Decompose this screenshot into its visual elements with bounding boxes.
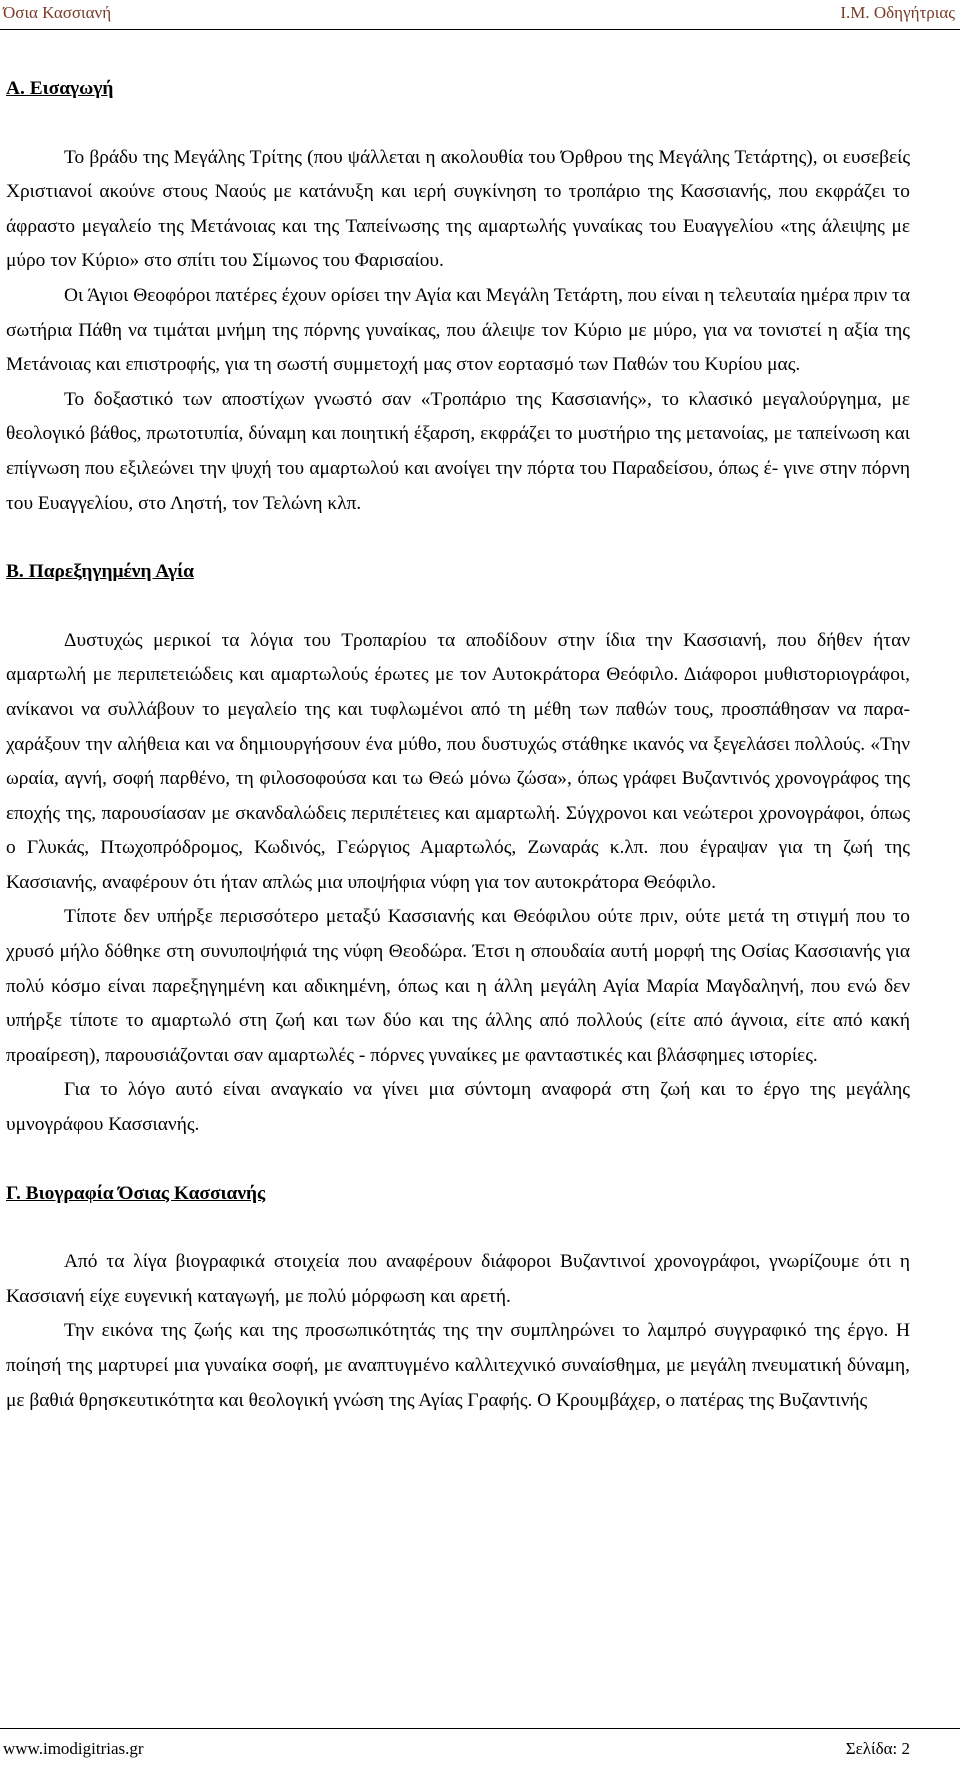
section-heading-b: Β. Παρεξηγημένη Αγία bbox=[6, 561, 194, 583]
footer-website: www.imodigitrias.gr bbox=[3, 1739, 144, 1758]
section-heading-a: Α. Εισαγωγή bbox=[6, 78, 114, 99]
paragraph-c-2: Την εικόνα της ζωής και της προσωπικότητάς της την συμπληρώνει το λαμπρό συγγραφικό της έργο. Η ποίησή της μαρτυρεί μια γυναίκα σοφή, με αναπτυγμένο καλλιτεχνικό συναίσθημα, με μεγάλη πνευματική δύναμη, με βαθιά θρησκευτικότητα και θεολογική γνώση της Αγίας Γραφής. Ο Κρουμβάχερ, ο πατέρας της Βυζαντινής bbox=[6, 1320, 910, 1411]
paragraph-a-2: Οι Άγιοι Θεοφόροι πατέρες έχουν ορίσει την Αγία και Μεγάλη Τετάρτη, που είναι η τελευταία ημέρα πριν τα σωτήρια Πάθη να τιμάται μνήμη της πόρνης γυναίκας, που άλειψε τον Κύριο με μύρο, για να τονιστεί η αξία της Μετάνοιας και επιστροφής, για τη σωστή συμμετοχή μας στον εορτασμό των Παθών του Κυρίου μας. bbox=[6, 284, 910, 376]
paragraph-b-1: Δυστυχώς μερικοί τα λόγια του Τροπαρίου τα αποδίδουν στην ίδια την Κασσιανή, που δήθεν ήταν αμαρτωλή με περιπετειώδεις και αμαρτωλούς έρωτες με τον Αυτοκράτορα Θεόφιλο. Διάφοροι μυθιστοριογράφοι, ανίκανοι να συλλάβουν το μεγαλείο της και τυφλωμένοι από τη μέθη των παθών τους, προσπάθησαν να παρα- χαράξουν την αλήθεια και να δημιουργήσουν ένα μύθο, που δυστυχώς στάθηκε ικανός να ξεγελάσει πολλούς. «Την ωραία, αγνή, σοφή παρθένο, τη φιλοσοφούσα και τω Θεώ μόνω ζώσα», όπως γράφει Βυζαντινός χρονογράφος της εποχής της, παρουσίασαν με σκανδαλώδεις περιπέτειες και αμαρτωλή. Σύγχρονοι και νεώτεροι χρονογράφοι, όπως ο Γλυκάς, Πτωχοπρόδρομος, Κωδινός, Γεώργιος Αμαρτωλός, Ζωναράς κ.λπ. που έγραψαν για τη ζωή της Κασσιανής, αναφέρουν ότι ήταν απλώς μια υποψήφια νύφη για τον αυτοκράτορα Θεόφιλο. bbox=[6, 629, 910, 893]
section-heading-c: Γ. Βιογραφία Όσιας Κασσιανής bbox=[6, 1182, 266, 1204]
page-footer bbox=[0, 1728, 960, 1766]
paragraph-a-3: Το δοξαστικό των αποστίχων γνωστό σαν «Τροπάριο της Κασσιανής», το κλασικό μεγαλούργημα, με θεολογικό βάθος, πρωτοτυπία, δύναμη και ποιητική έξαρση, εκφράζει το μυστήριο της μετανοίας, με ταπείνωση και επίγνωση που εξιλεώνει την ψυχή του αμαρτωλού και ανοίγει την πόρτα του Παραδείσου, όπως έ- γινε στην πόρνη του Ευαγγελίου, στο Ληστή, τον Τελώνη κλπ. bbox=[6, 388, 910, 514]
header-title-left: Όσια Κασσιανή bbox=[3, 3, 112, 22]
page-number: Σελίδα: 2 bbox=[845, 1739, 910, 1758]
paragraph-b-3: Για το λόγο αυτό είναι αναγκαίο να γίνει μια σύντομη αναφορά στη ζωή και το έργο της μεγάλης υμνογράφου Κασσιανής. bbox=[6, 1079, 910, 1136]
document-body bbox=[6, 72, 910, 1418]
page-header bbox=[0, 0, 960, 30]
paragraph-a-1: Το βράδυ της Μεγάλης Τρίτης (που ψάλλεται η ακολουθία του Όρθρου της Μεγάλης Τετάρτης), οι ευσεβείς Χριστιανοί ακούνε στους Ναούς με κατάνυξη και ιερή συγκίνηση το τροπάριο της Κασσιανής, που εκφράζει το άφραστο μεγαλείο της Μετάνοιας και της Ταπείνωσης της αμαρτωλής γυναίκας του Ευαγγελίου «της άλειψης με μύρο τον Κύριο» στο σπίτι του Σίμωνος του Φαρισαίου. bbox=[6, 146, 910, 272]
header-title-right: Ι.Μ. Οδηγήτριας bbox=[840, 3, 955, 22]
paragraph-c-1: Από τα λίγα βιογραφικά στοιχεία που αναφέρουν διάφοροι Βυζαντινοί χρονογράφοι, γνωρίζουμε ότι η Κασσιανή είχε ευγενική καταγωγή, με πολύ μόρφωση και αρετή. bbox=[6, 1251, 910, 1307]
paragraph-b-2: Τίποτε δεν υπήρξε περισσότερο μεταξύ Κασσιανής και Θεόφιλου ούτε πριν, ούτε μετά τη στιγμή που το χρυσό μήλο δόθηκε στη συνυποψήφιά της νύφη Θεοδώρα. Έτσι η σπουδαία αυτή μορφή της Οσίας Κασσιανής για πολύ κόσμο είναι παρεξηγημένη και αδικημένη, όπως και η άλλη μεγάλη Αγία Μαρία Μαγδαληνή, που ενώ δεν υπήρξε τίποτε το αμαρτωλό στη ζωή και των δύο και της άλλης από πολλούς (είτε από άγνοια, είτε από κακή προαίρεση), παρουσιάζονται σαν αμαρτωλές - πόρνες γυναίκες με φανταστικές και βλάσφημες ιστορίες. bbox=[6, 906, 910, 1066]
